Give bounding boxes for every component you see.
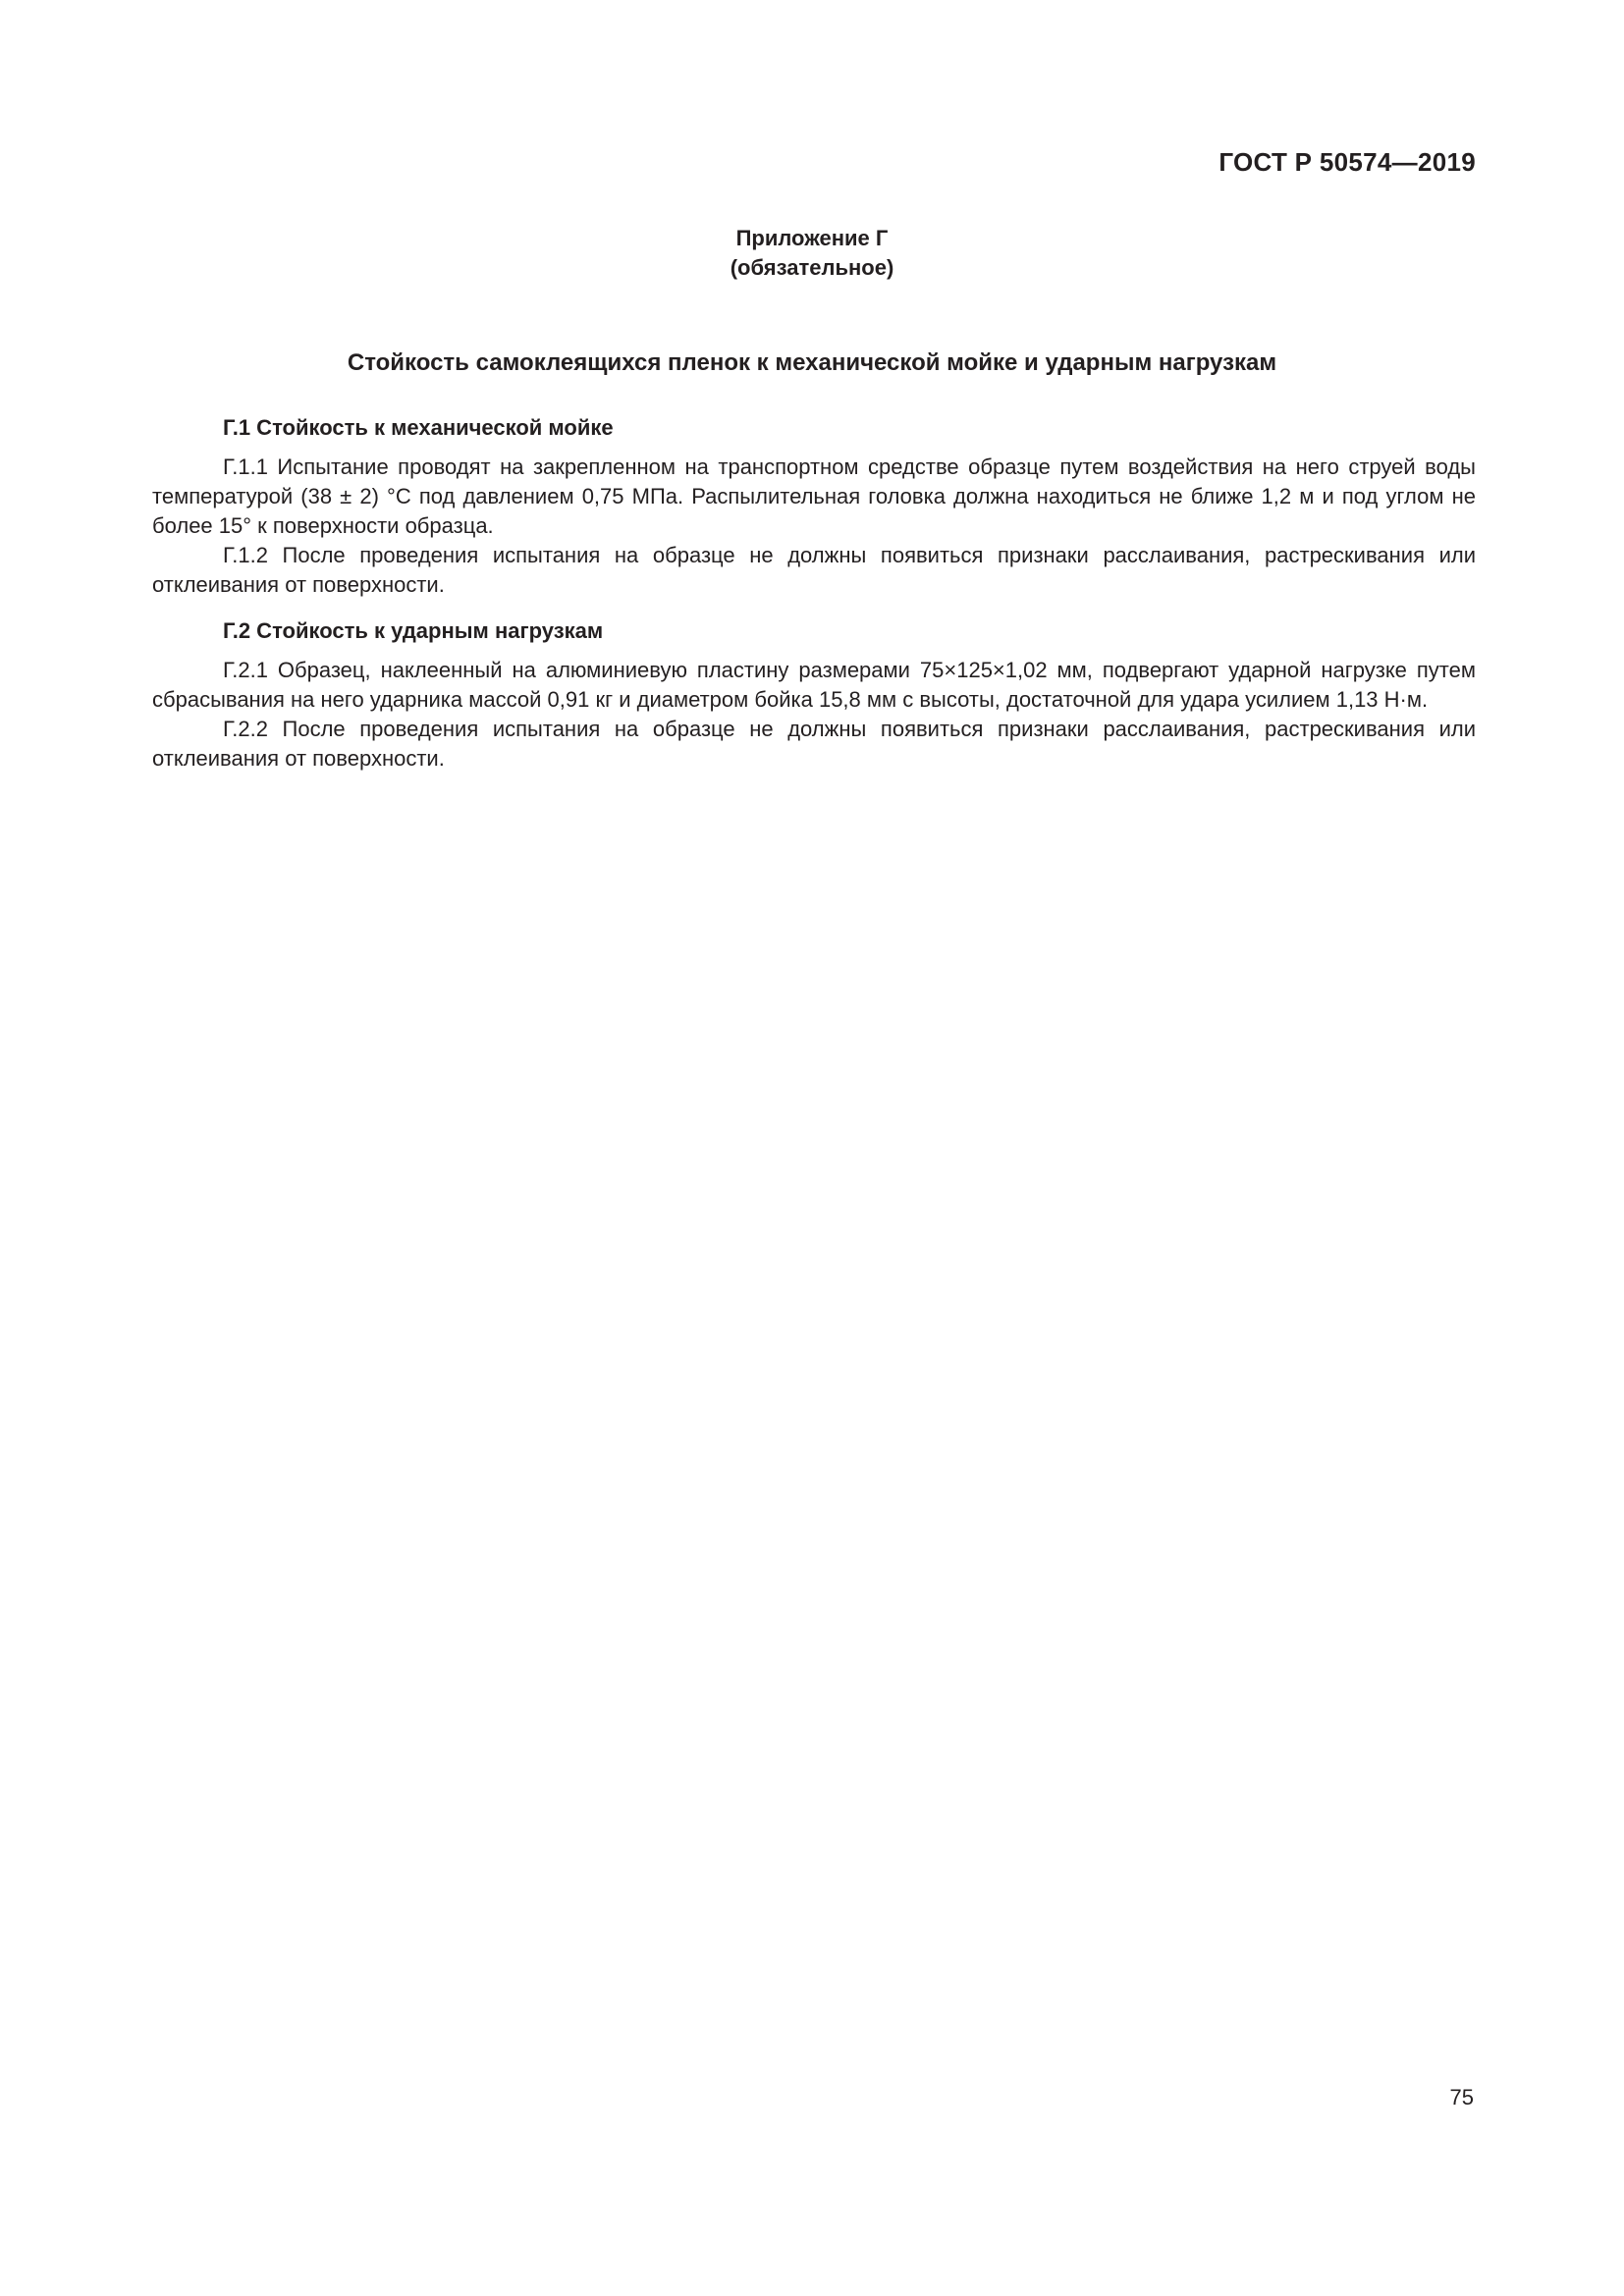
document-body — [152, 412, 1476, 774]
appendix-status: (обязательное) — [730, 255, 894, 280]
paragraph: Г.1.1 Испытание проводят на закрепленном на транспортном средстве образце путем воздействия на него струей воды температурой (38 ± 2) °С под давлением 0,75 МПа. Распылительная головка должна находиться не ближе 1,2 м и под углом не более 15° к поверхности образца. — [152, 454, 1476, 538]
appendix-heading — [0, 224, 1624, 283]
page-number: 75 — [1449, 2085, 1474, 2109]
appendix-title: Приложение Г — [735, 226, 889, 250]
section-g2 — [152, 615, 1476, 774]
standard-id: ГОСТ Р 50574—2019 — [1218, 147, 1476, 177]
section-heading: Г.2 Стойкость к ударным нагрузкам — [223, 618, 604, 643]
document-title: Стойкость самоклеящихся пленок к механической мойке и ударным нагрузкам — [347, 349, 1277, 376]
paragraph: Г.2.2 После проведения испытания на образце не должны появиться признаки расслаивания, растрескивания или отклеивания от поверхности. — [152, 717, 1476, 771]
section-heading: Г.1 Стойкость к механической мойке — [223, 415, 614, 440]
section-g1 — [152, 412, 1476, 600]
paragraph: Г.1.2 После проведения испытания на образце не должны появиться признаки расслаивания, растрескивания или отклеивания от поверхности. — [152, 543, 1476, 597]
paragraph: Г.2.1 Образец, наклеенный на алюминиевую пластину размерами 75×125×1,02 мм, подвергают ударной нагрузке путем сбрасывания на него ударника массой 0,91 кг и диаметром бойка 15,8 мм с высоты, достаточной для удара усилием 1,13 Н·м. — [152, 658, 1476, 712]
